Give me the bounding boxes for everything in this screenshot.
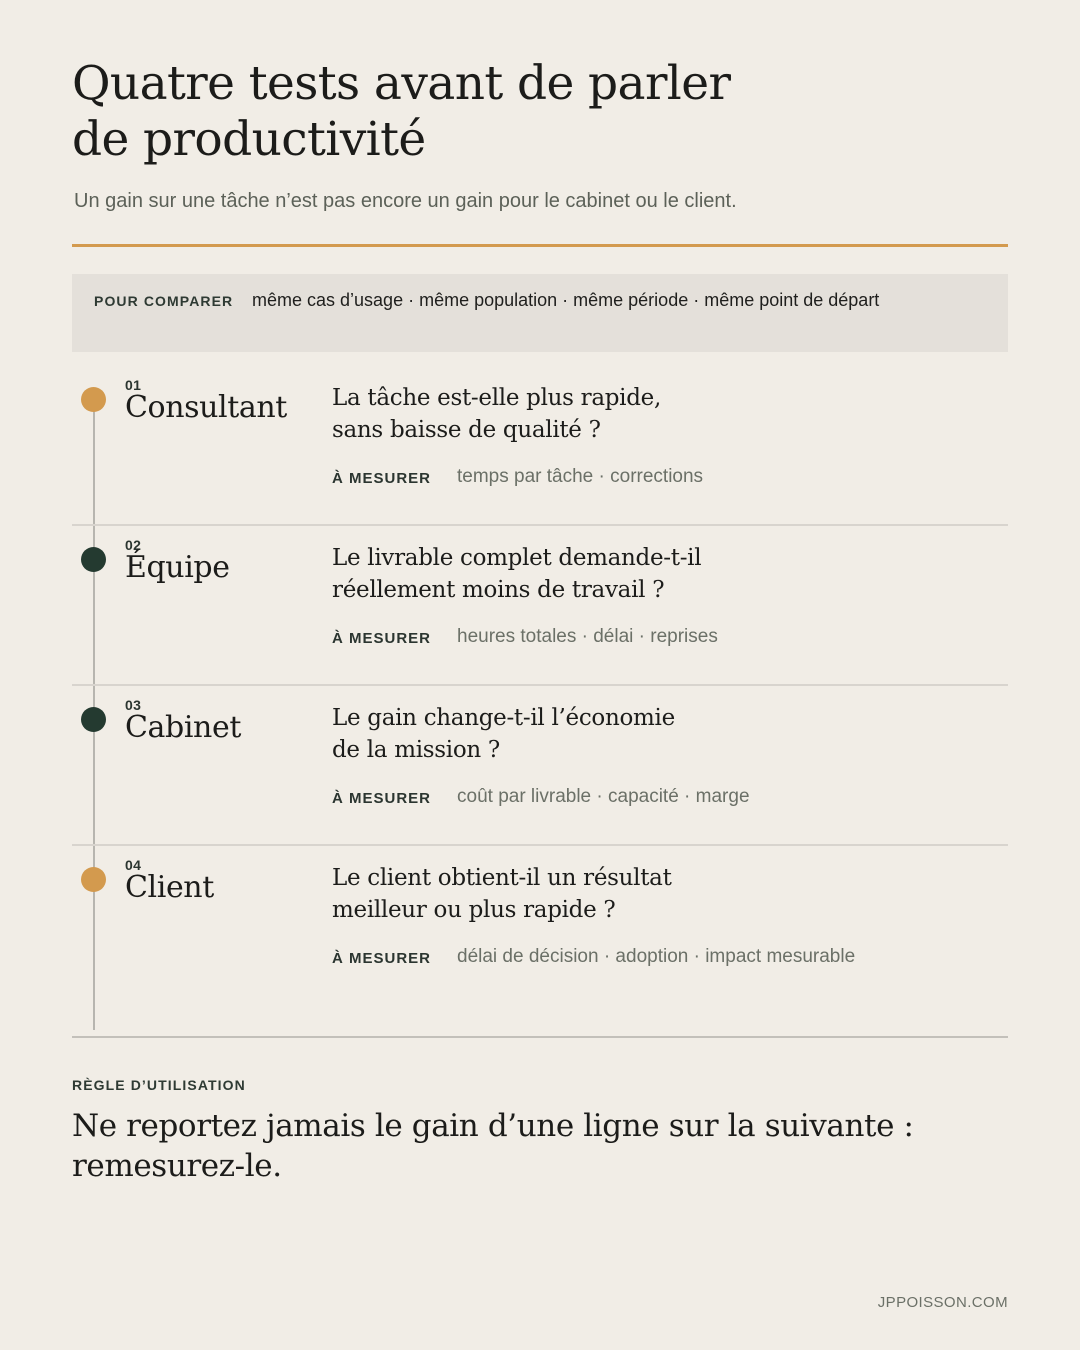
measure-items: temps par tâche · corrections bbox=[457, 466, 704, 487]
timeline-dot bbox=[81, 707, 106, 732]
page-subtitle: Un gain sur une tâche n’est pas encore un gain pour le cabinet ou le client. bbox=[74, 190, 737, 212]
question-line-2: meilleur ou plus rapide ? bbox=[332, 897, 616, 923]
usage-rule-label: RÈGLE D’UTILISATION bbox=[72, 1077, 246, 1093]
timeline-dot bbox=[81, 867, 106, 892]
test-question bbox=[332, 542, 701, 606]
test-level: Équipe bbox=[125, 550, 230, 585]
question-line-1: Le gain change-t-il l’économie bbox=[332, 705, 675, 731]
footer-site: JPPOISSON.COM bbox=[877, 1294, 1008, 1311]
test-question bbox=[332, 702, 675, 766]
section-divider bbox=[72, 1036, 1008, 1038]
question-line-2: sans baisse de qualité ? bbox=[332, 417, 601, 443]
test-question bbox=[332, 382, 661, 446]
page-title bbox=[72, 56, 832, 168]
test-number: 01 bbox=[125, 377, 142, 393]
test-question bbox=[332, 862, 672, 926]
usage-rule-text: Ne reportez jamais le gain d’une ligne sur la suivante : remesurez-le. bbox=[72, 1108, 914, 1184]
compare-label: POUR COMPARER bbox=[94, 293, 234, 309]
measure-items: coût par livrable · capacité · marge bbox=[457, 786, 750, 807]
test-level: Cabinet bbox=[125, 710, 241, 745]
title-line-1: Quatre tests avant de parler bbox=[72, 56, 731, 111]
measure-label: À MESURER bbox=[332, 630, 432, 647]
compare-panel bbox=[72, 274, 1008, 352]
accent-divider bbox=[72, 244, 1008, 247]
timeline-dot bbox=[81, 387, 106, 412]
measure-items: délai de décision · adoption · impact mesurable bbox=[457, 946, 856, 967]
question-line-2: réellement moins de travail ? bbox=[332, 577, 665, 603]
test-row-equipe bbox=[72, 526, 1008, 686]
question-line-1: Le client obtient-il un résultat bbox=[332, 865, 672, 891]
measure-label: À MESURER bbox=[332, 790, 432, 807]
test-row-client bbox=[72, 846, 1008, 1006]
measure-label: À MESURER bbox=[332, 950, 432, 967]
measure-items: heures totales · délai · reprises bbox=[457, 626, 718, 647]
test-number: 04 bbox=[125, 857, 142, 873]
timeline-dot bbox=[81, 547, 106, 572]
test-row-cabinet bbox=[72, 686, 1008, 846]
title-line-2: de productivité bbox=[72, 112, 426, 167]
test-level: Client bbox=[125, 870, 214, 905]
test-number: 03 bbox=[125, 697, 142, 713]
measure-label: À MESURER bbox=[332, 470, 432, 487]
question-line-1: Le livrable complet demande-t-il bbox=[332, 545, 702, 571]
question-line-2: de la mission ? bbox=[332, 737, 500, 763]
test-row-consultant bbox=[72, 366, 1008, 526]
test-level: Consultant bbox=[125, 390, 287, 425]
compare-criteria: même cas d’usage · même population · même période · même point de départ bbox=[252, 290, 880, 310]
question-line-1: La tâche est-elle plus rapide, bbox=[332, 385, 661, 411]
test-number: 02 bbox=[125, 537, 142, 553]
